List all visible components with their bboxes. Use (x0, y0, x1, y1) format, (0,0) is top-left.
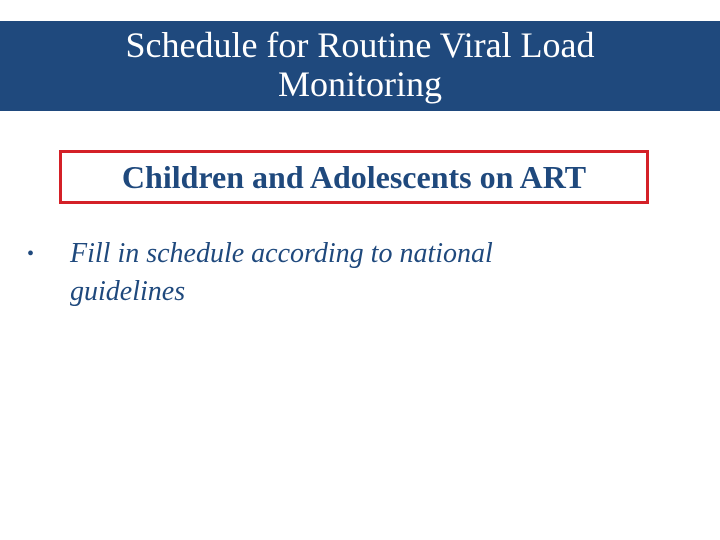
bullet-list (27, 235, 587, 311)
bullet-dot-icon: • (27, 243, 35, 265)
bullet-text: Fill in schedule according to national guidelines (70, 238, 493, 307)
slide-title: Schedule for Routine Viral Load Monitoring (125, 25, 595, 104)
subtitle-box (59, 150, 649, 204)
title-bar (0, 21, 720, 111)
bullet-item (27, 235, 587, 311)
slide-subtitle: Children and Adolescents on ART (121, 159, 587, 195)
